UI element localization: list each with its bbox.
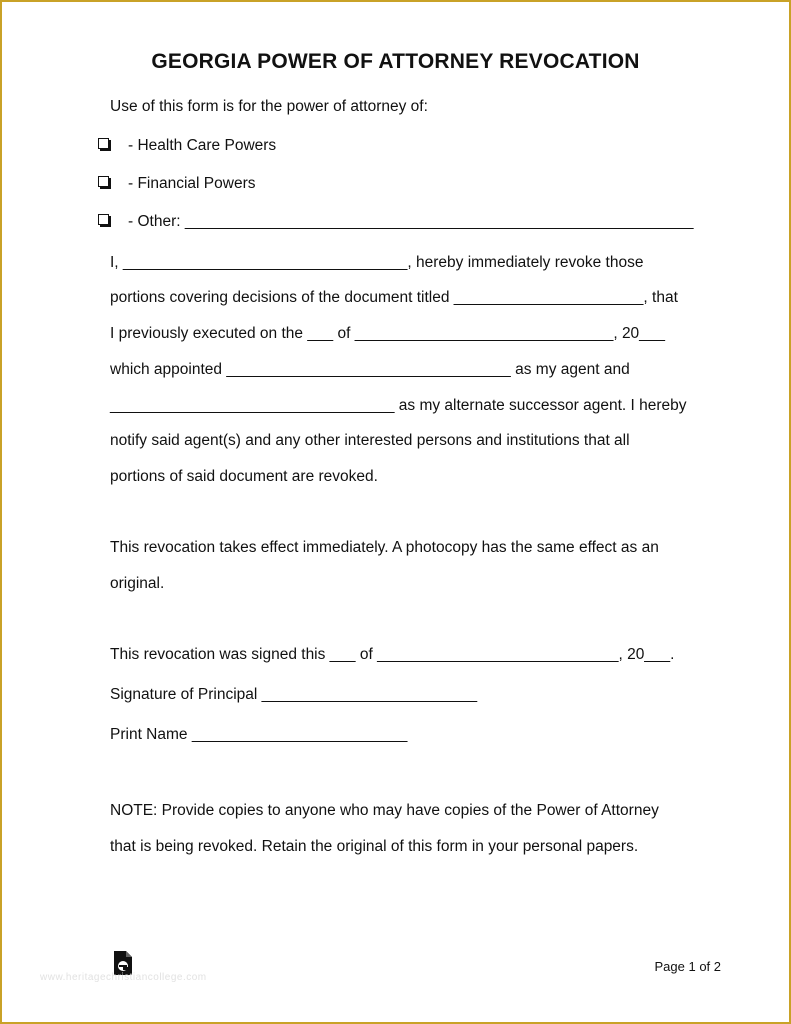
signature-line: Signature of Principal _________________________ [110,686,478,703]
option-label: - Financial Powers [128,175,256,192]
checkbox-icon[interactable] [98,214,109,225]
print-name-line: Print Name _________________________ [110,726,408,743]
checkbox-icon[interactable] [98,138,109,149]
signed-date-line: This revocation was signed this ___ of ____________________________, 20___. [110,646,675,663]
note-line-1: NOTE: Provide copies to anyone who may have copies of the Power of Attorney [110,802,659,819]
option-health-care[interactable] [98,137,276,155]
revoke-line-5: _________________________________ as my alternate successor agent. I hereby [110,397,687,414]
checkbox-icon[interactable] [98,176,109,187]
revoke-line-4: which appointed _________________________________ as my agent and [110,361,630,378]
watermark-text: www.heritagechristiancollege.com [40,972,207,983]
option-label: - Health Care Powers [128,137,277,154]
revoke-line-7: portions of said document are revoked. [110,468,378,485]
note-line-2: that is being revoked. Retain the original of this form in your personal papers. [110,838,639,855]
document-title: GEORGIA POWER OF ATTORNEY REVOCATION [151,50,640,73]
revoke-line-3: I previously executed on the ___ of ______________________________, 20___ [110,325,666,342]
option-financial[interactable] [98,175,256,193]
option-other[interactable] [98,213,693,231]
option-label: - Other: ___________________________________________________________ [128,213,694,230]
page-number: Page 1 of 2 [654,959,721,974]
revoke-line-1: I, _________________________________, hereby immediately revoke those [110,254,644,271]
revoke-line-2: portions covering decisions of the document titled ______________________, that [110,289,678,306]
effect-line-2: original. [110,575,165,592]
effect-line-1: This revocation takes effect immediately. A photocopy has the same effect as an [110,539,659,556]
revoke-line-6: notify said agent(s) and any other interested persons and institutions that all [110,432,630,449]
intro-text: Use of this form is for the power of attorney of: [110,98,428,115]
